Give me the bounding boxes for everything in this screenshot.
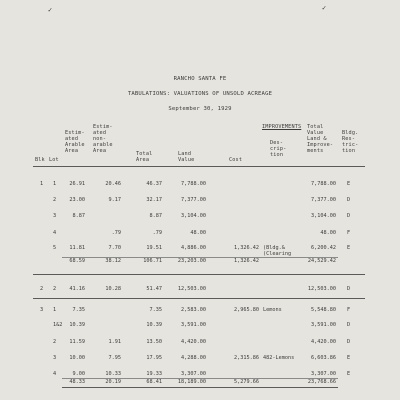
subtotal-rule <box>62 257 338 258</box>
row-arable: 10.39 <box>69 322 85 328</box>
row-land: 3,307.00 <box>181 371 206 377</box>
header-improvements: IMPROVEMENTS <box>262 124 302 130</box>
row-land: 4,420.00 <box>181 339 206 345</box>
subtotal-total: 106.71 <box>143 258 162 264</box>
document-date: September 30, 1929 <box>168 106 232 112</box>
document-subtitle: TABULATIONS: VALUATIONS OF UNSOLD ACREAGE <box>127 91 273 97</box>
header-lot: Lot <box>49 157 59 163</box>
corner-check-mark-left: ✓ <box>48 6 53 14</box>
row-lot: 5 <box>53 245 57 251</box>
row-total-value: 3,591.00 <box>311 322 336 328</box>
row-bldg: E <box>347 245 351 251</box>
header-description: Des- crip- tion <box>270 140 287 158</box>
row-desc: 482-Lemons <box>263 355 295 361</box>
row-arable: 11.59 <box>69 339 85 345</box>
row-total-value: 6,603.86 <box>311 355 336 361</box>
row-bldg: D <box>347 197 351 203</box>
row-cost: 2,965.80 <box>234 307 259 313</box>
row-non-arable: 9.17 <box>108 197 121 203</box>
row-blk: 1 <box>40 181 44 187</box>
row-desc: (Bldg.& (Clearing <box>263 245 292 257</box>
row-cost: 1,326.42 <box>234 245 259 251</box>
section-rule <box>33 298 365 299</box>
subtotal-arable: 68.59 <box>69 258 85 264</box>
row-total-value: 6,200.42 <box>311 245 336 251</box>
row-total: 46.37 <box>146 181 162 187</box>
row-land: 2,583.00 <box>181 307 206 313</box>
row-lot: 1 <box>53 307 57 313</box>
header-bldg-restriction: Bldg. Res- tric- tion <box>342 130 359 154</box>
row-land: 12,503.00 <box>177 286 206 292</box>
row-land: 4,288.00 <box>181 355 206 361</box>
row-arable: 10.00 <box>69 355 85 361</box>
row-total: 32.17 <box>146 197 162 203</box>
row-arable: 26.91 <box>69 181 85 187</box>
subtotal-total-value: 23,768.66 <box>307 379 336 385</box>
row-total-value: 3,104.00 <box>311 213 336 219</box>
subtotal-total-value: 24,529.42 <box>307 258 336 264</box>
row-lot: 1 <box>53 181 57 187</box>
row-arable: 41.16 <box>69 286 85 292</box>
row-land: 48.00 <box>190 230 206 236</box>
row-bldg: D <box>347 286 351 292</box>
row-non-arable: 20.46 <box>105 181 121 187</box>
row-bldg: E <box>347 371 351 377</box>
row-total: 19.51 <box>146 245 162 251</box>
row-land: 7,788.00 <box>181 181 206 187</box>
row-total-value: 5,548.80 <box>311 307 336 313</box>
header-estimated-arable-area: Estim- ated Arable Area <box>65 130 85 154</box>
row-arable: 8.87 <box>72 213 85 219</box>
row-arable: 7.35 <box>72 307 85 313</box>
document-title: RANCHO SANTA FE <box>173 76 227 82</box>
header-rule <box>33 166 365 167</box>
row-land: 3,104.00 <box>181 213 206 219</box>
row-total-value: 7,377.00 <box>311 197 336 203</box>
section-rule <box>33 274 365 275</box>
header-estimated-non-arable-area: Estim- ated non- arable Area <box>93 124 113 154</box>
header-total-area: Total Area <box>136 151 153 163</box>
subtotal-arable: 48.33 <box>69 379 85 385</box>
subtotal-non-arable: 20.19 <box>105 379 121 385</box>
subtotal-cost: 1,326.42 <box>234 258 259 264</box>
row-non-arable: 7.70 <box>108 245 121 251</box>
row-bldg: D <box>347 339 351 345</box>
header-blk: Blk <box>35 157 45 163</box>
row-total: 8.87 <box>149 213 162 219</box>
row-total-value: 3,307.00 <box>311 371 336 377</box>
row-total-value: 48.00 <box>320 230 336 236</box>
row-arable: 9.00 <box>72 371 85 377</box>
row-lot: 2 <box>53 197 57 203</box>
row-bldg: D <box>347 213 351 219</box>
row-blk: 2 <box>40 286 44 292</box>
subtotal-non-arable: 38.12 <box>105 258 121 264</box>
row-land: 3,591.00 <box>181 322 206 328</box>
row-total: 10.39 <box>146 322 162 328</box>
row-non-arable: 10.28 <box>105 286 121 292</box>
row-lot: 2 <box>53 286 57 292</box>
row-lot: 2 <box>53 339 57 345</box>
bottom-rule <box>62 387 338 388</box>
row-lot: 1&2 <box>53 322 63 328</box>
row-total: .79 <box>152 230 162 236</box>
row-total-value: 7,788.00 <box>311 181 336 187</box>
row-arable: 23.00 <box>69 197 85 203</box>
row-non-arable: 7.95 <box>108 355 121 361</box>
subtotal-land: 18,189.00 <box>177 379 206 385</box>
row-total: 19.33 <box>146 371 162 377</box>
row-land: 4,886.00 <box>181 245 206 251</box>
row-lot: 4 <box>53 371 57 377</box>
subtotal-total: 68.41 <box>146 379 162 385</box>
row-arable: 11.81 <box>69 245 85 251</box>
corner-check-mark-right: ✓ <box>322 4 327 12</box>
row-desc: Lemons <box>263 307 282 313</box>
row-non-arable: .79 <box>111 230 121 236</box>
row-cost: 2,315.86 <box>234 355 259 361</box>
row-bldg: E <box>347 355 351 361</box>
row-total-value: 4,420.00 <box>311 339 336 345</box>
subtotal-rule <box>62 378 338 379</box>
row-total: 51.47 <box>146 286 162 292</box>
row-lot: 3 <box>53 355 57 361</box>
row-total: 7.35 <box>149 307 162 313</box>
row-blk: 3 <box>40 307 44 313</box>
row-non-arable: 1.91 <box>108 339 121 345</box>
row-land: 7,377.00 <box>181 197 206 203</box>
row-total: 13.50 <box>146 339 162 345</box>
row-lot: 4 <box>53 230 57 236</box>
row-bldg: F <box>347 307 351 313</box>
row-total: 17.95 <box>146 355 162 361</box>
header-total-value: Total Value Land & Improve- ments <box>307 124 334 154</box>
header-land-value: Land Value <box>178 151 195 163</box>
row-lot: 3 <box>53 213 57 219</box>
subtotal-land: 23,203.00 <box>177 258 206 264</box>
row-bldg: F <box>347 230 351 236</box>
row-non-arable: 10.33 <box>105 371 121 377</box>
row-bldg: D <box>347 322 351 328</box>
row-bldg: E <box>347 181 351 187</box>
header-cost: Cost <box>229 157 243 163</box>
subtotal-cost: 5,279.66 <box>234 379 259 385</box>
row-total-value: 12,503.00 <box>307 286 336 292</box>
